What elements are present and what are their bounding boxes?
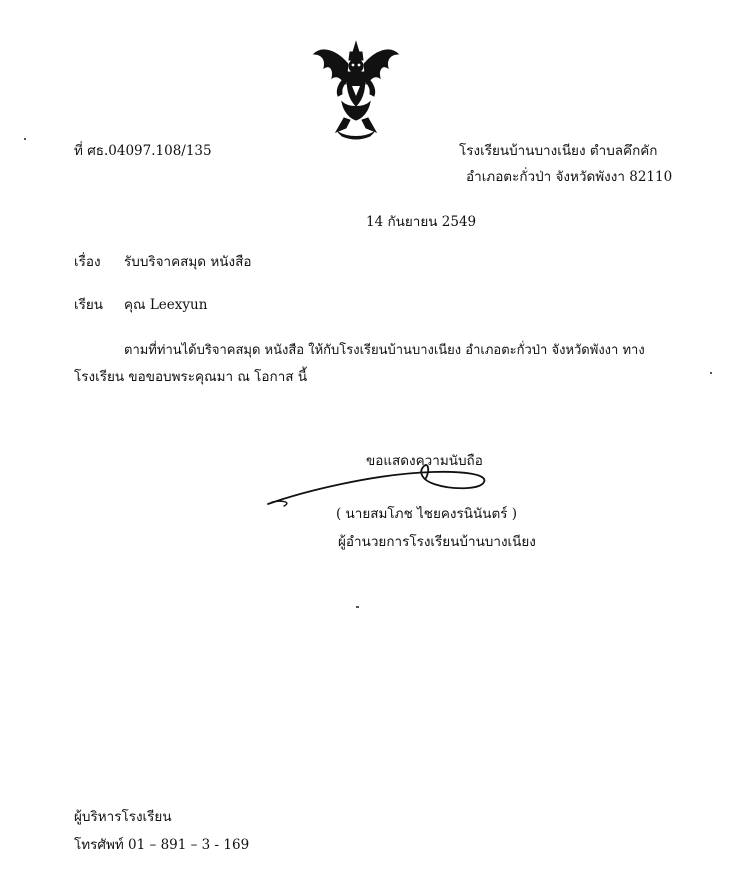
footer-phone: โทรศัพท์ 01 – 891 – 3 - 169 [74, 837, 250, 853]
signature [262, 452, 502, 512]
letter-date: 14 กันยายน 2549 [366, 214, 477, 230]
subject-label: เรื่อง [74, 254, 101, 270]
signer-name: ( นายสมโภช ไชยคงรนินันตร์ ) [336, 506, 518, 522]
school-address-line1: โรงเรียนบ้านบางเนียง ตำบลคึกคัก [459, 143, 658, 159]
signer-title: ผู้อำนวยการโรงเรียนบ้านบางเนียง [338, 534, 536, 550]
scan-speck [356, 606, 359, 608]
scan-speck [24, 138, 26, 140]
footer-administrator: ผู้บริหารโรงเรียน [74, 809, 172, 825]
closing: ขอแสดงความนับถือ [366, 453, 483, 469]
school-address-line2: อำเภอตะกั่วป่า จังหวัดพังงา 82110 [466, 169, 673, 185]
to-label: เรียน [74, 297, 104, 313]
to-recipient: คุณ Leexyun [124, 297, 208, 313]
subject-text: รับบริจาคสมุด หนังสือ [124, 254, 252, 270]
scan-speck [710, 372, 712, 374]
body-line-1: ตามที่ท่านได้บริจาคสมุด หนังสือ ให้กับโรงเรียนบ้านบางเนียง อำเภอตะกั่วป่า จังหวัดพังงา ทาง [124, 343, 645, 358]
body-line-2: โรงเรียน ขอขอบพระคุณมา ณ โอกาส นี้ [74, 369, 308, 385]
garuda-emblem [308, 40, 404, 140]
reference-number: ที่ ศธ.04097.108/135 [74, 143, 212, 159]
